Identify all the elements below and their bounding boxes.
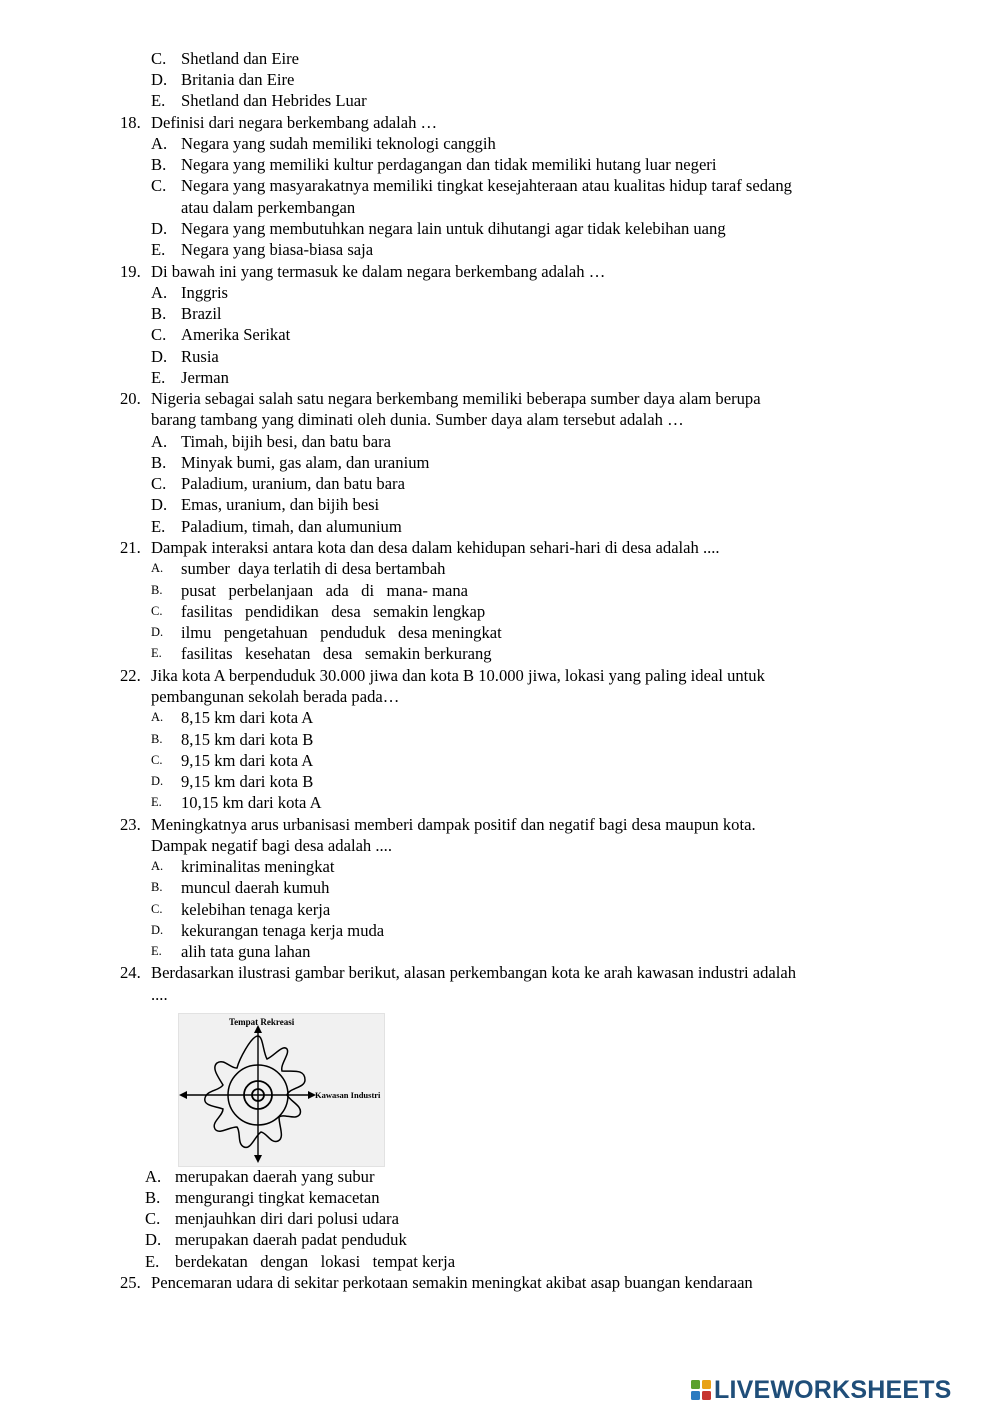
city-growth-illustration bbox=[178, 1013, 385, 1167]
arrow-down-icon bbox=[254, 1155, 262, 1163]
liveworksheets-mark-icon bbox=[690, 1379, 712, 1401]
worksheet-page: C. Shetland dan Eire D. Britania dan Eire E. Shetland dan Hebrides Luar 18. Definisi dari negara berkembang adalah … A. Negara yang sudah memiliki teknologi canggih B. Negara yang memiliki kultur perdagangan dan tidak memiliki hutang luar negeri C. Negara yang masyarakatnya memiliki tingkat kesejahteraan atau kualitas hidup taraf sedang atau dalam perkembangan D. Negara yang membutuhkan negara lain untuk dihutangi agar tidak kelebihan uang E. Negara yang biasa-biasa saja 19. Di bawah ini yang termasuk ke dalam negara berkembang adalah … A. Inggris B. Brazil C. Amerika Serikat D. Rusia E. Jerman 20. Nigeria sebagai salah satu negara berkembang memiliki beberapa sumber daya alam berupa barang tambang yang diminati oleh dunia. Sumber daya alam tersebut adalah … A. Timah, bijih besi, dan batu bara B. Minyak bumi, gas alam, dan uranium C. Paladium, uranium, dan batu bara D. Emas, uranium, dan bijih besi E. Paladium, timah, dan alumunium 21. Dampak interaksi antara kota dan desa dalam kehidupan sehari-hari di desa adalah .... A. sumber daya terlatih di desa bertambah B. pusat perbelanjaan ada di mana- mana C. fasilitas pendidikan desa semakin lengkap D. ilmu pengetahuan penduduk desa meningkat E. fasilitas kesehatan desa semakin berkurang 22. Jika kota A berpenduduk 30.000 jiwa dan kota B 10.000 jiwa, lokasi yang paling ideal untuk pembangunan sekolah berada pada… A. 8,15 km dari kota A B. 8,15 km dari kota B C. 9,15 km dari kota A D. 9,15 km dari kota B E. 10,15 km dari kota A 23. Meningkatnya arus urbanisasi memberi dampak positif dan negatif bagi desa maupun kota. Dampak negatif bagi desa adalah .... A. kriminalitas meningkat B. muncul daerah kumuh C. kelebihan tenaga kerja D. kekurangan tenaga kerja muda E. alih tata guna lahan 24. Berdasarkan ilustrasi gambar berikut, alasan perkembangan kota ke arah kawasan industri adalah .... Tempat Rekreasi Kawasan Industri A. merupakan daerah yang subur B. mengurangi tingkat kemacetan C. menjauhkan diri dari polusi udara D. merupakan daerah padat penduduk E. berdekatan dengan lokasi tempat kerja 25. Pencemaran udara di sekitar perkotaan semakin meningkat akibat asap buangan kendaraan LIVEWORKSHEETS bbox=[120, 49, 952, 1404]
liveworksheets-wordmark: LIVEWORKSHEETS bbox=[714, 1375, 952, 1404]
city-outline bbox=[205, 1036, 305, 1147]
label-tempat-rekreasi: Tempat Rekreasi bbox=[229, 1017, 295, 1027]
label-kawasan-industri: Kawasan Industri bbox=[315, 1090, 381, 1100]
liveworksheets-logo[interactable] bbox=[690, 1376, 952, 1404]
city-growth-diagram bbox=[179, 1014, 384, 1166]
arrow-left-icon bbox=[179, 1091, 187, 1099]
